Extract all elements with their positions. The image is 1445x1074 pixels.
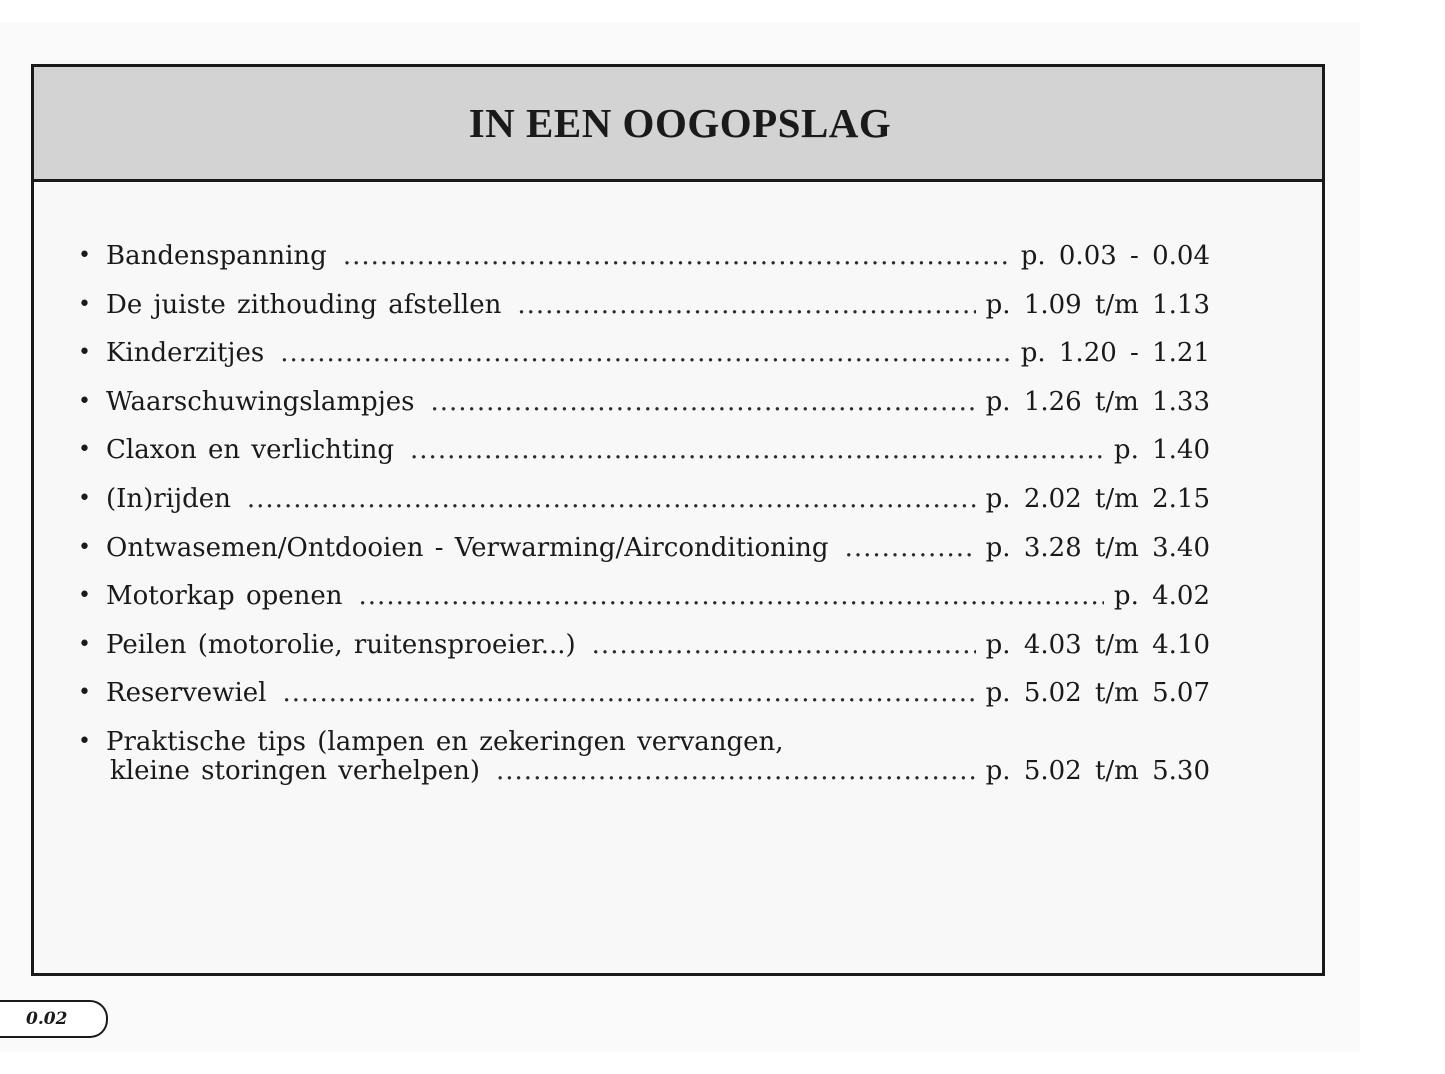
- toc-page-ref: p. 0.03 - 0.04: [1020, 241, 1210, 271]
- toc-item-motorkap: [78, 578, 1210, 627]
- toc-item-waarschuwingslampjes: [78, 384, 1210, 433]
- toc-item-bandenspanning: [78, 238, 1210, 287]
- toc-label-line1: Praktische tips (lampen en zekeringen vervangen,: [106, 726, 784, 757]
- bullet-icon: •: [78, 534, 91, 560]
- toc-label: Ontwasemen/Ontdooien - Verwarming/Airconditioning: [106, 532, 829, 563]
- toc-list: [78, 238, 1210, 788]
- toc-label: Kinderzitjes: [106, 338, 265, 369]
- page-title: IN EEN OOGOPSLAG: [468, 100, 892, 146]
- toc-label-line2: kleine storingen verhelpen): [110, 755, 481, 786]
- toc-page-ref: p. 1.09 t/m 1.13: [985, 289, 1210, 320]
- toc-item-inrijden: [78, 481, 1210, 530]
- toc-label: (In)rijden: [106, 483, 231, 514]
- toc-item-zithouding: [78, 287, 1210, 336]
- toc-page-ref: p. 5.02 t/m 5.07: [985, 678, 1210, 709]
- bullet-icon: •: [78, 485, 91, 511]
- toc-page-ref: p. 2.02 t/m 2.15: [985, 483, 1210, 514]
- toc-page-ref: p. 3.28 t/m 3.40: [985, 532, 1210, 563]
- bullet-icon: •: [78, 243, 91, 268]
- dot-leader: [359, 578, 1104, 614]
- toc-item-claxon: [78, 432, 1210, 481]
- dot-leader: [517, 287, 975, 323]
- page-number-tab: [0, 1000, 108, 1038]
- bullet-icon: •: [78, 680, 91, 706]
- toc-label: De juiste zithouding afstellen: [106, 289, 502, 320]
- bullet-icon: •: [78, 437, 91, 463]
- toc-label: Claxon en verlichting: [106, 435, 395, 466]
- toc-label: Waarschuwingslampjes: [106, 386, 415, 417]
- dot-leader: [247, 481, 976, 517]
- dot-leader: [592, 627, 976, 663]
- toc-label: Bandenspanning: [106, 241, 327, 271]
- page-number: 0.02: [26, 1009, 68, 1029]
- bullet-icon: •: [78, 340, 91, 366]
- toc-page-ref: p. 4.03 t/m 4.10: [985, 629, 1210, 660]
- toc-label: Motorkap openen: [106, 581, 343, 612]
- title-bar: [34, 67, 1322, 182]
- toc-item-ontwasemen: [78, 530, 1210, 579]
- toc-item-peilen: [78, 627, 1210, 676]
- bullet-icon: •: [78, 728, 91, 754]
- dot-leader: [280, 335, 1011, 371]
- toc-page-ref: p. 4.02: [1113, 581, 1210, 612]
- toc-page-ref: p. 1.26 t/m 1.33: [985, 386, 1210, 417]
- dot-leader: [343, 238, 1011, 274]
- dot-leader: [282, 675, 975, 711]
- toc-item-kinderzitjes: [78, 335, 1210, 384]
- toc-item-praktische-tips: [78, 724, 1210, 788]
- toc-label: Peilen (motorolie, ruitensproeier...): [106, 629, 576, 660]
- toc-page-ref: p. 1.40: [1113, 435, 1210, 466]
- dot-leader: [410, 432, 1104, 468]
- toc-label: Reservewiel: [106, 678, 267, 709]
- bullet-icon: •: [78, 583, 91, 609]
- toc-page-ref: p. 5.02 t/m 5.30: [985, 755, 1210, 786]
- toc-page-ref: p. 1.20 - 1.21: [1020, 338, 1210, 369]
- toc-item-reservewiel: [78, 675, 1210, 724]
- bullet-icon: •: [78, 631, 91, 657]
- dot-leader: [431, 384, 976, 420]
- dot-leader: [496, 753, 976, 789]
- bullet-icon: •: [78, 291, 91, 317]
- dot-leader: [845, 530, 976, 566]
- bullet-icon: •: [78, 388, 91, 414]
